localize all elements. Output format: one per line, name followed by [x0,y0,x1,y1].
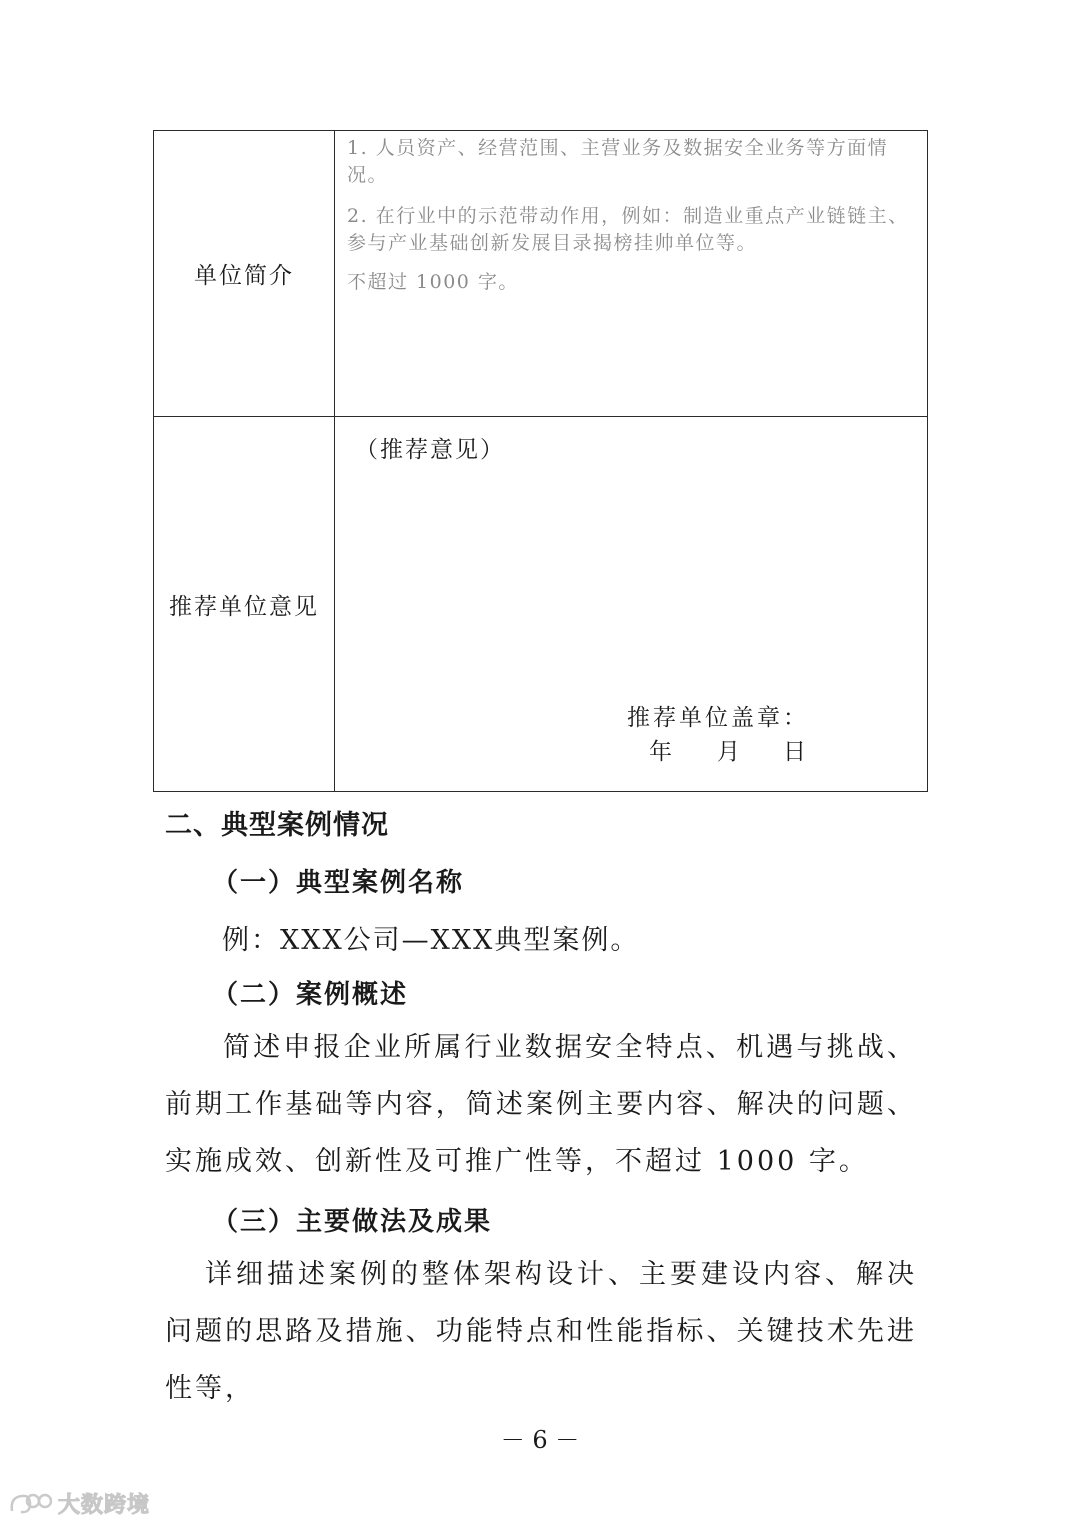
subsection-heading-2: （二）案例概述 [212,980,409,1010]
watermark-text: 大数跨境 [58,1493,151,1518]
recommendation-content [335,417,927,791]
table-row-recommendation [154,417,927,791]
application-form-table [153,130,928,792]
subsection-text-3: 详细描述案例的整体架构设计、主要建设内容、解决问题的思路及措施、功能特点和性能指标、关键技术先进性等， [165,1259,917,1404]
recommendation-opinion: （推荐意见） [355,437,505,463]
unit-intro-hint-2: 2. 在行业中的示范带动作用，例如：制造业重点产业链链主、参与产业基础创新发展目录揭榜挂帅单位等。 [347,205,909,254]
recommendation-label: 推荐单位意见 [154,417,335,791]
subsection-text-2: 简述申报企业所属行业数据安全特点、机遇与挑战、前期工作基础等内容，简述案例主要内容、解决的问题、实施成效、创新性及可推广性等，不超过 1000 字。 [165,1032,917,1177]
watermark-logo-icon [8,1491,52,1517]
subsection-heading-3: （三）主要做法及成果 [212,1207,493,1237]
subsection-text-1: 例：XXX公司—XXX典型案例。 [222,925,640,956]
unit-intro-hint-1: 1. 人员资产、经营范围、主营业务及数据安全业务等方面情况。 [347,137,889,186]
unit-intro-hint-3: 不超过 1000 字。 [347,271,519,293]
subsection-heading-1: （一）典型案例名称 [212,868,465,898]
unit-intro-label: 单位简介 [154,131,335,416]
recommendation-stamp: 推荐单位盖章： [627,705,809,731]
date-day: 日 [783,739,806,765]
date-year: 年 [649,739,672,765]
section-heading: 二、典型案例情况 [165,810,389,841]
table-row-unit-intro [154,131,927,417]
unit-intro-content [335,131,927,416]
watermark [8,1488,150,1519]
page-number: － 6 － [500,1426,580,1454]
date-month: 月 [717,739,740,765]
